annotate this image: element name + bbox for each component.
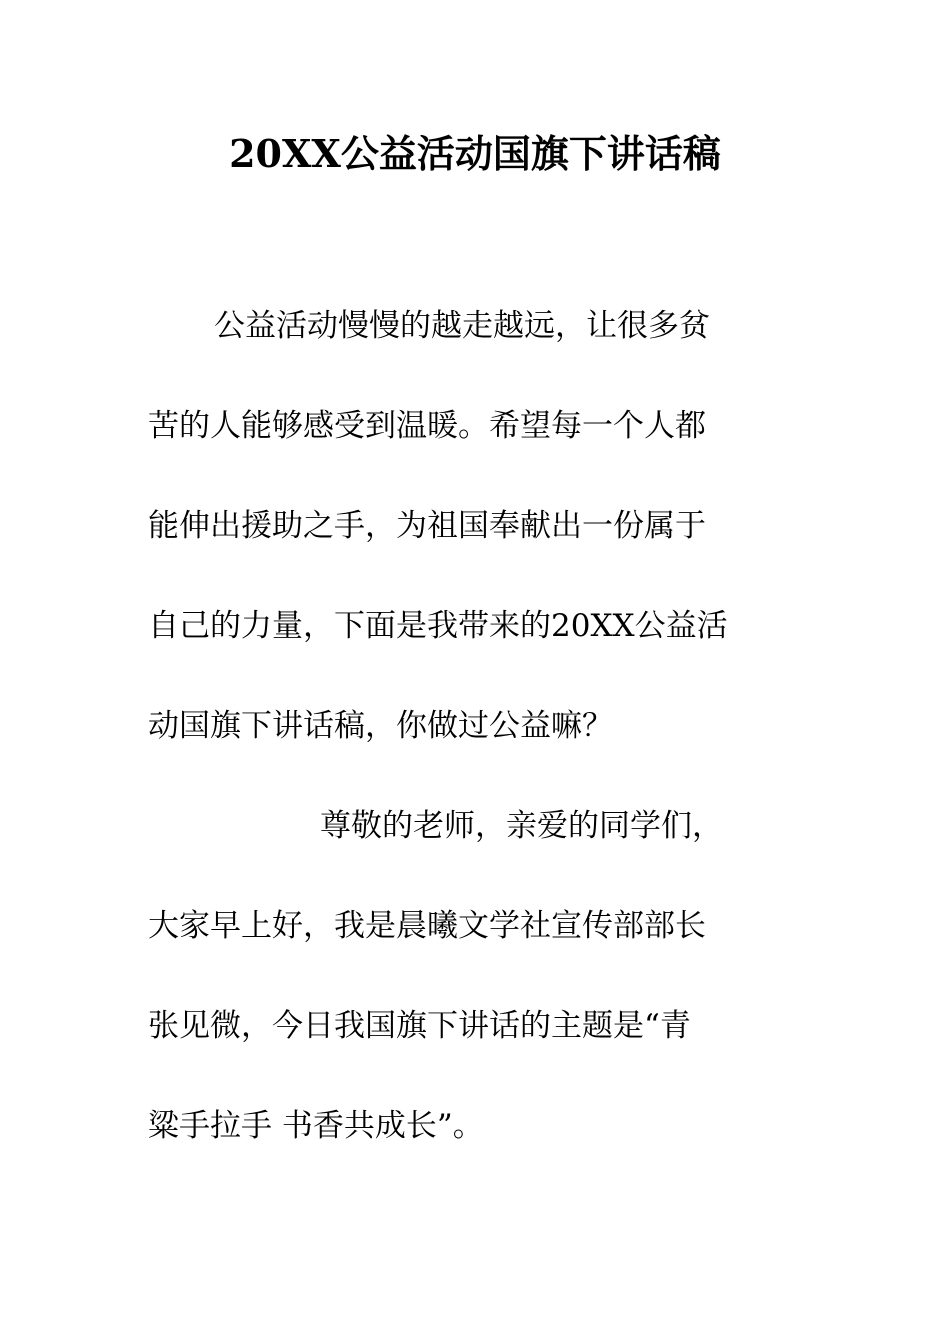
body-line-8: 张见微，今日我国旗下讲话的主题是“青 (148, 1008, 691, 1044)
document-title: 20XX公益活动国旗下讲话稿 (229, 131, 721, 176)
salutation-line: 尊敬的老师，亲爱的同学们， (320, 808, 723, 844)
body-line-2: 苦的人能够感受到温暖。希望每一个人都 (148, 408, 706, 444)
body-line-1: 公益活动慢慢的越走越远，让很多贫 (214, 308, 710, 344)
body-line-4: 自己的力量，下面是我带来的20XX公益活 (148, 608, 728, 644)
body-line-5: 动国旗下讲话稿，你做过公益嘛？ (148, 708, 613, 744)
body-line-7: 大家早上好，我是晨曦文学社宣传部部长 (148, 908, 706, 944)
body-line-3: 能伸出援助之手，为祖国奉献出一份属于 (148, 508, 706, 544)
body-line-9: 粱手拉手 书香共成长”。 (148, 1108, 484, 1144)
